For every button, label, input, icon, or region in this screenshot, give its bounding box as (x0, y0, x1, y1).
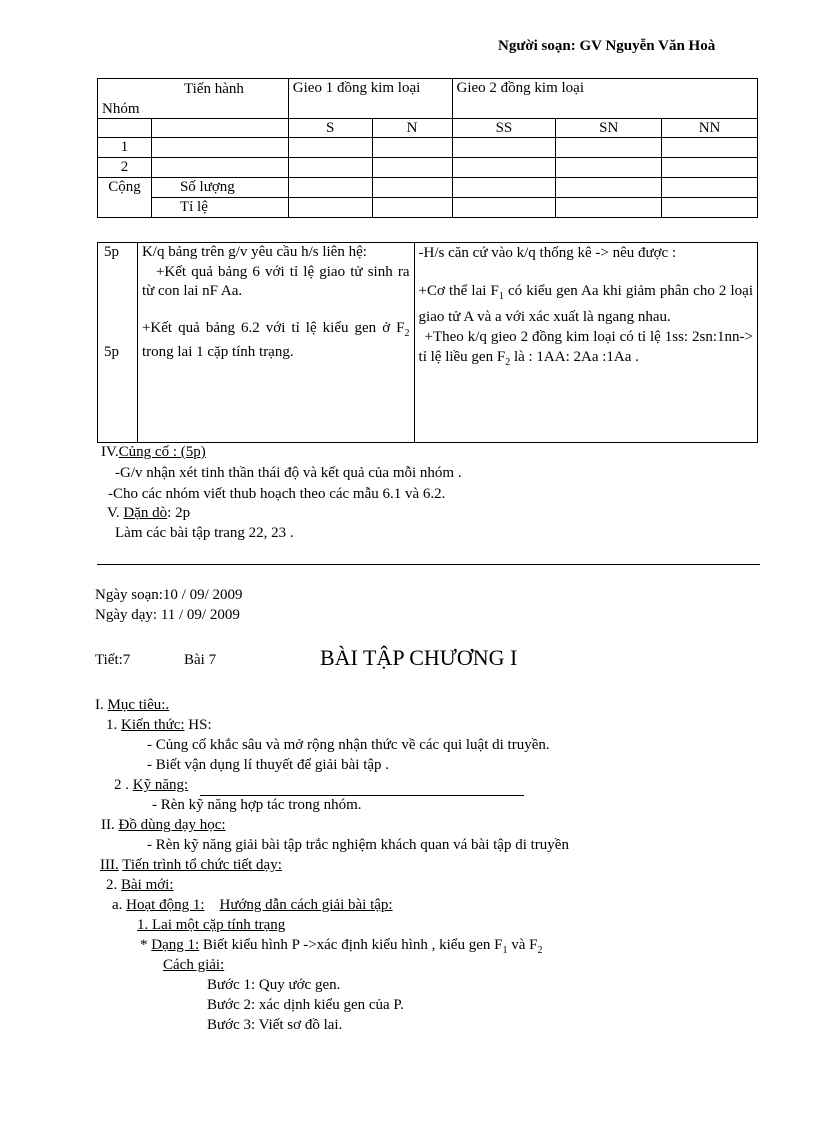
activity-table (97, 242, 758, 443)
hs-p2: +Cơ thể lai $F_1$ có kiểu gen Aa khi giảm phân cho 2 loại giao tử A và a với xác xuất là ngang nhau. (418, 283, 753, 325)
time-2: 5p (104, 344, 119, 360)
section-4-heading: IV.Củng cố : (5p) (101, 444, 206, 460)
header-tienhanh: Tiến hành (184, 81, 244, 97)
lesson-tiet: Tiết:7 (95, 652, 131, 668)
kienthuc-item-1: - Củng cố khắc sâu và mở rộng nhận thức về các qui luật di truyền. (147, 737, 550, 753)
muctieu-heading: I. Mục tiêu:. (95, 697, 170, 713)
dodung-item-1: - Rèn kỹ năng giải bài tập trắc nghiệm khách quan vá bài tập di truyền (147, 837, 569, 853)
col-nn: NN (662, 119, 758, 138)
author-header: Người soạn: GV Nguyễn Văn Hoà (498, 38, 716, 54)
hoatdong-heading: a. Hoạt động 1: Hướng dẫn cách giải bài tập: (112, 897, 393, 913)
row-label-soluong: Số lượng (151, 178, 288, 198)
col-sn: SN (556, 119, 662, 138)
tientrinh-heading: III. Tiến trình tổ chức tiết dạy: (100, 857, 282, 873)
lesson-title: BÀI TẬP CHƯƠNG I (320, 645, 518, 670)
row-label-2: 2 (98, 158, 152, 178)
hs-p1: -H/s căn cứ vào k/q thống kê -> nêu được : (418, 245, 677, 261)
student-cell (414, 243, 757, 443)
section-4-line-1: -G/v nhận xét tinh thần thái độ và kết quả của mỗi nhóm . (115, 465, 462, 481)
gv-p2: +Kết quả bảng 6 với tỉ lệ giao tử sinh ra từ con lai nF Aa. (141, 264, 410, 299)
row-label-1: 1 (98, 138, 152, 158)
date-day: Ngày dạy: 11 / 09/ 2009 (95, 607, 240, 623)
step-3: Bước 3: Viết sơ đồ lai. (207, 1017, 343, 1033)
header-gieo2: Gieo 2 đồng kim loại (452, 79, 758, 119)
kynang-item-1: - Rèn kỹ năng hợp tác trong nhóm. (152, 797, 362, 813)
col-s: S (288, 119, 372, 138)
baimoi-heading: 2. Bài mới: (106, 877, 174, 893)
step-2: Bước 2: xác dịnh kiểu gen của P. (207, 997, 404, 1013)
kynang-heading: 2 . Kỹ năng: (114, 777, 189, 793)
time-cell (98, 243, 138, 443)
dang1-heading: * Dạng 1: Biết kiểu hình P ->xác định kiểu hình , kiểu gen $F_1$ và $F_2$ (140, 937, 543, 956)
step-1: Bước 1: Quy ước gen. (207, 977, 341, 993)
teacher-cell (137, 243, 414, 443)
time-1: 5p (104, 244, 119, 260)
separator-line (97, 564, 760, 565)
lesson-bai: Bài 7 (184, 652, 217, 668)
header-gieo1: Gieo 1 đồng kim loại (288, 79, 452, 119)
date-soan: Ngày soạn:10 / 09/ 2009 (95, 587, 243, 603)
section-5-line-1: Làm các bài tập trang 22, 23 . (115, 525, 294, 541)
cachgiai-heading: Cách giải: (163, 957, 225, 973)
gv-p3: +Kết quả bảng 6.2 với tỉ lệ kiểu gen ở $F_2$ trong lai 1 cặp tính trạng. (141, 320, 410, 360)
kienthuc-heading: 1. Kiến thức: HS: (106, 717, 212, 733)
row-label-tile: Tỉ lệ (151, 198, 288, 218)
header-cell-nhom (98, 79, 289, 119)
hs-p3: +Theo k/q gieo 2 đồng kim loại có tỉ lệ 1ss: 2sn:1nn-> tỉ lệ liều gen $F_2$ là : 1AA: 2Aa :1Aa . (418, 329, 753, 368)
kienthuc-item-2: - Biết vận dụng lí thuyết để giải bài tập . (147, 757, 390, 773)
section-5-heading: V. Dặn dò: 2p (107, 505, 191, 521)
experiment-table (97, 78, 758, 218)
header-nhom: Nhóm (102, 101, 140, 117)
col-ss: SS (452, 119, 556, 138)
col-n: N (372, 119, 452, 138)
row-label-cong: Cộng (98, 178, 152, 218)
dodung-heading: II. Đồ dùng dạy học: (101, 817, 226, 833)
kynang-underline (200, 795, 524, 796)
gv-p1: K/q bảng trên g/v yêu cầu h/s liên hệ: (141, 244, 367, 260)
section-4-line-2: -Cho các nhóm viết thub hoạch theo các mẫu 6.1 và 6.2. (108, 486, 446, 502)
lai-heading: 1. Lai một cặp tính trạng (137, 917, 286, 933)
